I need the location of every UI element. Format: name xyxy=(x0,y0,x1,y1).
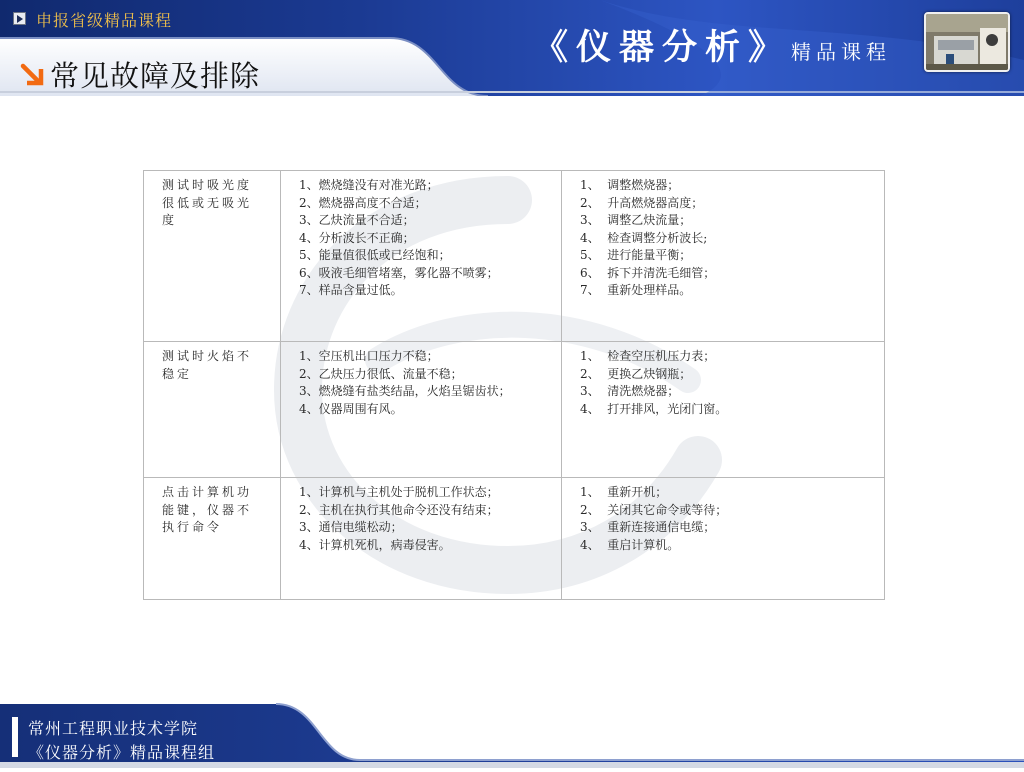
cause-line: 6、吸液毛细管堵塞，雾化器不喷雾； xyxy=(299,265,499,280)
cause-line: 5、能量值很低或已经饱和； xyxy=(299,248,451,262)
cause-line: 4、计算机死机，病毒侵害。 xyxy=(299,537,451,552)
solution-line: 6、 拆下并清洗毛细管； xyxy=(580,265,716,280)
table-row xyxy=(144,171,885,342)
solution-line: 4、 打开排风，光闭门窗。 xyxy=(580,401,728,416)
causes-cell xyxy=(281,478,562,600)
solution-line: 1、 调整燃烧器； xyxy=(580,178,680,192)
play-icon[interactable] xyxy=(13,12,26,25)
arrow-down-right-icon xyxy=(20,63,46,87)
cause-line: 2、燃烧器高度不合适； xyxy=(299,195,427,210)
page-title: 常见故障及排除 xyxy=(50,59,261,93)
cause-line: 2、乙炔压力很低、流量不稳； xyxy=(299,366,463,381)
solution-line: 2、 升高燃烧器高度； xyxy=(580,195,704,210)
solutions-cell xyxy=(562,171,885,342)
troubleshooting-table xyxy=(143,170,885,600)
solution-line: 3、 清洗燃烧器； xyxy=(580,384,680,398)
symptom-cell: 点击计算机功能键，仪器不执行命令 xyxy=(144,478,281,600)
footer-course-group: 《仪器分析》精品课程组 xyxy=(28,743,216,762)
cause-line: 1、燃烧缝没有对准光路； xyxy=(299,178,439,192)
cause-line: 2、主机在执行其他命令还没有结束； xyxy=(299,502,499,517)
solution-line: 3、 调整乙炔流量； xyxy=(580,213,692,227)
course-application-label: 申报省级精品课程 xyxy=(36,11,173,30)
page-title-row xyxy=(20,54,260,95)
solution-line: 1、 检查空压机压力表； xyxy=(580,349,716,363)
instrument-photo xyxy=(924,12,1010,72)
cause-line: 3、通信电缆松动； xyxy=(299,520,403,534)
causes-cell xyxy=(281,342,562,478)
cause-line: 7、样品含量过低。 xyxy=(299,283,403,297)
cause-line: 4、分析波长不正确； xyxy=(299,230,415,245)
symptom-cell: 测试时火焰不稳定 xyxy=(144,342,281,478)
solutions-cell xyxy=(562,342,885,478)
symptom-cell: 测试时吸光度很低或无吸光度 xyxy=(144,171,281,342)
cause-line: 3、乙炔流量不合适； xyxy=(299,213,415,227)
cause-line: 4、仪器周围有风。 xyxy=(299,401,403,416)
header-banner xyxy=(0,0,1024,96)
solution-line: 1、 重新开机； xyxy=(580,485,668,499)
table-row xyxy=(144,342,885,478)
course-brand-title: 《仪器分析》 xyxy=(533,27,792,68)
course-brand-subtitle: 精品课程 xyxy=(791,40,891,64)
solution-line: 7、 重新处理样品。 xyxy=(580,283,692,297)
solutions-cell xyxy=(562,478,885,600)
footer-accent-bar xyxy=(12,717,18,757)
solution-line: 4、 检查调整分析波长; xyxy=(580,230,708,245)
cause-line: 3、燃烧缝有盐类结晶，火焰呈锯齿状； xyxy=(299,384,511,398)
cause-line: 1、空压机出口压力不稳； xyxy=(299,349,439,363)
solution-line: 4、 重启计算机。 xyxy=(580,537,680,552)
cause-line: 1、计算机与主机处于脱机工作状态； xyxy=(299,485,499,499)
solution-line: 5、 进行能量平衡； xyxy=(580,248,692,262)
solution-line: 2、 更换乙炔钢瓶； xyxy=(580,366,692,381)
table-row xyxy=(144,478,885,600)
footer-institution: 常州工程职业技术学院 xyxy=(28,719,199,738)
causes-cell xyxy=(281,171,562,342)
solution-line: 2、 关闭其它命令或等待； xyxy=(580,502,728,517)
solution-line: 3、 重新连接通信电缆； xyxy=(580,520,716,534)
